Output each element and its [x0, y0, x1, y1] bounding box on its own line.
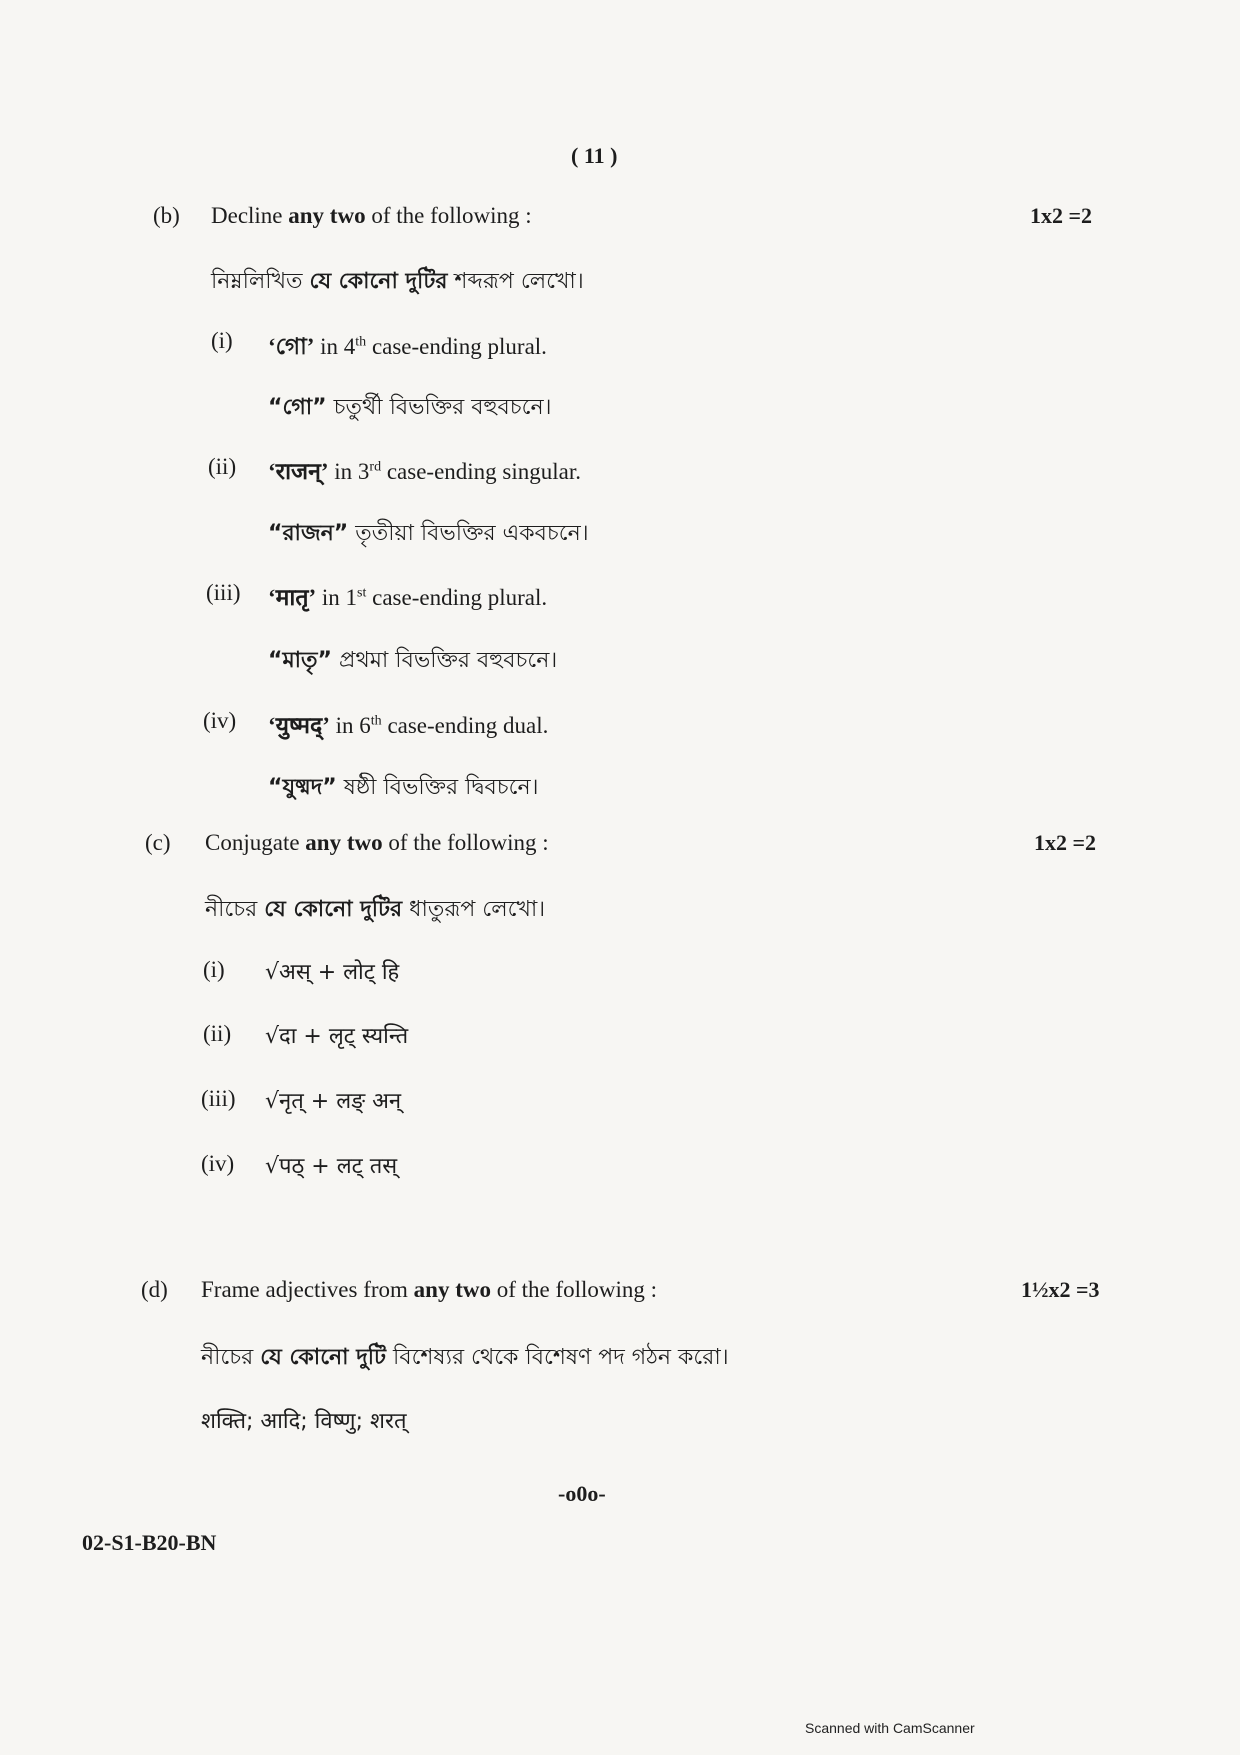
- paper-code: 02-S1-B20-BN: [82, 1530, 217, 1555]
- list-item: ‘युष्मद्’ in 6th case-ending dual.: [268, 713, 549, 738]
- question-c-title: Conjugate any two of the following :: [205, 830, 549, 855]
- question-c-marks: 1x2 =2: [1034, 830, 1097, 855]
- item-number: (iii): [201, 1086, 236, 1111]
- item-number: (iv): [203, 708, 237, 733]
- list-item: ‘গো’ in 4th case-ending plural.: [268, 334, 547, 359]
- question-label-b: (b): [153, 203, 180, 228]
- question-c-bengali-instruction: নীচের যে কোনো দুটির ধাতুরূপ লেখো।: [205, 897, 546, 922]
- question-b-title: Decline any two of the following :: [211, 203, 532, 228]
- list-item: ‘मातृ’ in 1st case-ending plural.: [268, 585, 548, 610]
- question-b-bengali-instruction: নিম্নলিখিত যে কোনো দুটির শব্দরূপ লেখো।: [211, 269, 584, 294]
- item-number: (ii): [203, 1021, 232, 1046]
- question-d-title: Frame adjectives from any two of the following :: [201, 1277, 658, 1302]
- question-b-marks: 1x2 =2: [1030, 203, 1093, 228]
- item-number: (ii): [208, 454, 237, 479]
- list-item-bengali: “গো” চতুর্থী বিভক্তির বহুবচনে।: [268, 395, 552, 420]
- question-d-bengali-instruction: নীচের যে কোনো দুটি বিশেষ্যর থেকে বিশেষণ পদ গঠন করো।: [201, 1345, 729, 1370]
- list-item: √पठ् + लट् तस्: [265, 1154, 398, 1179]
- list-item: ‘राजन्’ in 3rd case-ending singular.: [268, 459, 581, 484]
- item-number: (iv): [201, 1151, 235, 1176]
- list-item: √दा + लृट् स्यन्ति: [265, 1024, 409, 1049]
- item-number: (iii): [206, 580, 241, 605]
- question-label-d: (d): [141, 1277, 168, 1302]
- question-label-c: (c): [145, 830, 171, 855]
- item-number: (i): [203, 957, 225, 982]
- list-item-bengali: “রাজন” তৃতীয়া বিভক্তির একবচনে।: [268, 521, 589, 546]
- list-item-bengali: “যুষ্মদ” ষষ্ঠী বিভক্তির দ্বিবচনে।: [268, 775, 539, 800]
- list-item-bengali: “মাতৃ” প্রথমা বিভক্তির বহুবচনে।: [268, 648, 558, 673]
- list-item: √अस् + लोट् हि: [265, 960, 400, 985]
- question-d-marks: 1½x2 =3: [1021, 1277, 1100, 1302]
- item-number: (i): [211, 328, 233, 353]
- page-number: ( 11 ): [571, 143, 618, 168]
- list-item: √नृत् + लङ् अन्: [265, 1089, 402, 1114]
- question-d-word-list: शक्ति; आदि; विष्णु; शरत्: [201, 1409, 407, 1434]
- end-mark: -o0o-: [558, 1481, 606, 1506]
- scanner-watermark: Scanned with CamScanner: [805, 1720, 975, 1736]
